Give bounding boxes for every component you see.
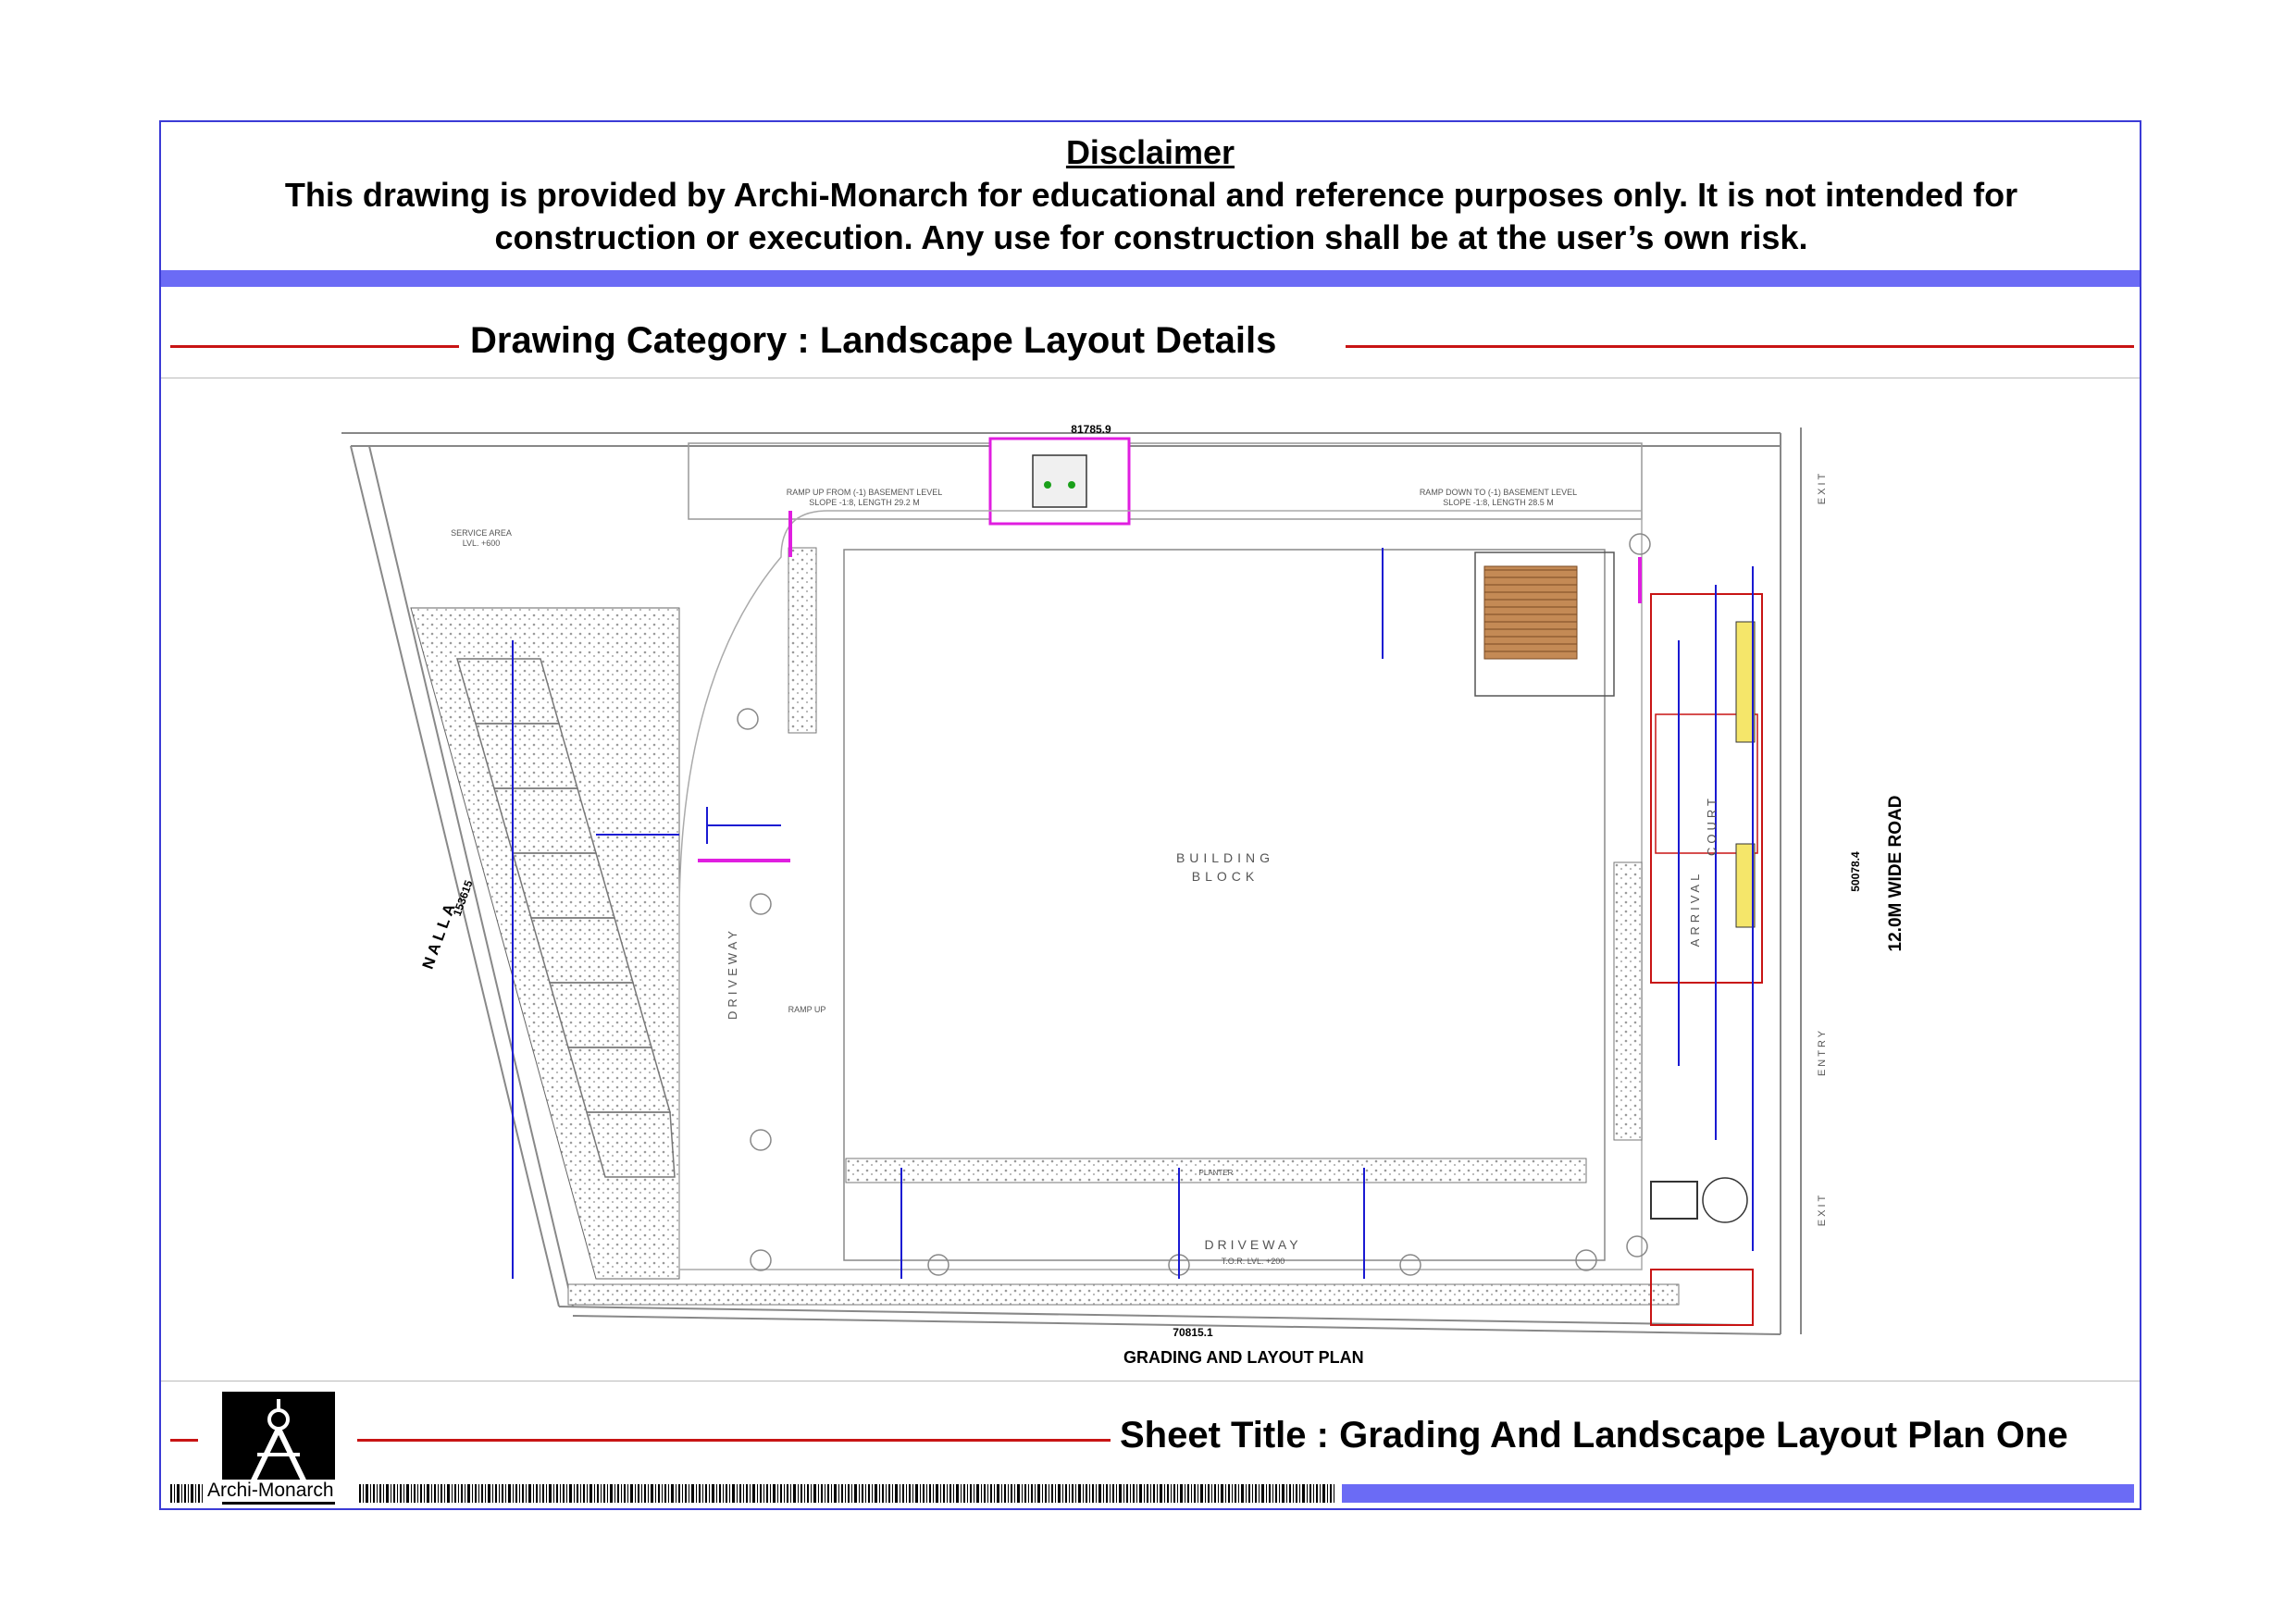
planter-label: PLANTER bbox=[1198, 1169, 1234, 1177]
exit-top-label: EXIT bbox=[1817, 470, 1828, 505]
site-plan-drawing bbox=[161, 122, 2141, 1381]
service-area-label: SERVICE AREA bbox=[451, 528, 512, 538]
barcode-left bbox=[170, 1484, 204, 1503]
entry-label: ENTRY bbox=[1817, 1027, 1828, 1077]
service-level-label: LVL. +600 bbox=[462, 539, 501, 548]
ramp-small-label: RAMP UP bbox=[788, 1005, 826, 1014]
plan-caption: GRADING AND LAYOUT PLAN bbox=[1123, 1348, 1364, 1367]
planter-left bbox=[788, 548, 816, 733]
planter-strip-bottom bbox=[568, 1284, 1679, 1305]
driveway-label: DRIVEWAY bbox=[1204, 1237, 1302, 1252]
exit-bottom-label: EXIT bbox=[1817, 1192, 1828, 1227]
footer-rule-right bbox=[357, 1439, 1111, 1442]
ramp-up-label: RAMP UP FROM (-1) BASEMENT LEVEL bbox=[786, 488, 943, 497]
court-label: COURT bbox=[1705, 795, 1719, 856]
arrival-label: ARRIVAL bbox=[1688, 870, 1702, 948]
drawing-category: Drawing Category : Landscape Layout Details bbox=[470, 320, 1277, 361]
top-ramp bbox=[689, 443, 1642, 519]
driveway-level-label: T.O.R. LVL. +200 bbox=[1221, 1257, 1285, 1266]
left-dimension: 153615 bbox=[450, 878, 476, 918]
drawing-sheet bbox=[159, 120, 2141, 1510]
footer-rule-left bbox=[170, 1439, 198, 1442]
road-label: 12.0M WIDE ROAD bbox=[1886, 795, 1905, 952]
bottom-dimension: 70815.1 bbox=[1173, 1326, 1213, 1339]
ramp-down-label: RAMP DOWN TO (-1) BASEMENT LEVEL bbox=[1419, 488, 1578, 497]
disclaimer-text: This drawing is provided by Archi-Monarch for educational and reference purposes only. It is not intended for construction or execution. Any use for construction shall be at the user’s own risk. bbox=[284, 176, 2018, 256]
nalla-label: NALLA bbox=[418, 898, 461, 972]
block-label: BLOCK bbox=[1191, 869, 1260, 884]
wooden-deck bbox=[1484, 566, 1577, 659]
building-label: BUILDING bbox=[1175, 850, 1275, 865]
top-dimension: 81785.9 bbox=[1071, 423, 1111, 436]
ramp-down-slope-label: SLOPE -1:8, LENGTH 28.5 M bbox=[1443, 498, 1554, 507]
footer-band bbox=[1342, 1484, 2134, 1503]
ramp-up-slope-label: SLOPE -1:8, LENGTH 29.2 M bbox=[809, 498, 920, 507]
planter-right bbox=[1614, 862, 1642, 1140]
disclaimer-title: Disclaimer bbox=[1065, 133, 1235, 171]
sheet-title: Sheet Title : Grading And Landscape Layout Plan One bbox=[1120, 1415, 2068, 1456]
right-dimension: 50078.4 bbox=[1849, 851, 1862, 892]
barcode-strip bbox=[359, 1484, 1336, 1503]
driveway-vertical-label: DRIVEWAY bbox=[726, 927, 739, 1020]
parking-gravel-area bbox=[411, 608, 679, 1279]
brand-name: Archi-Monarch bbox=[207, 1480, 334, 1501]
